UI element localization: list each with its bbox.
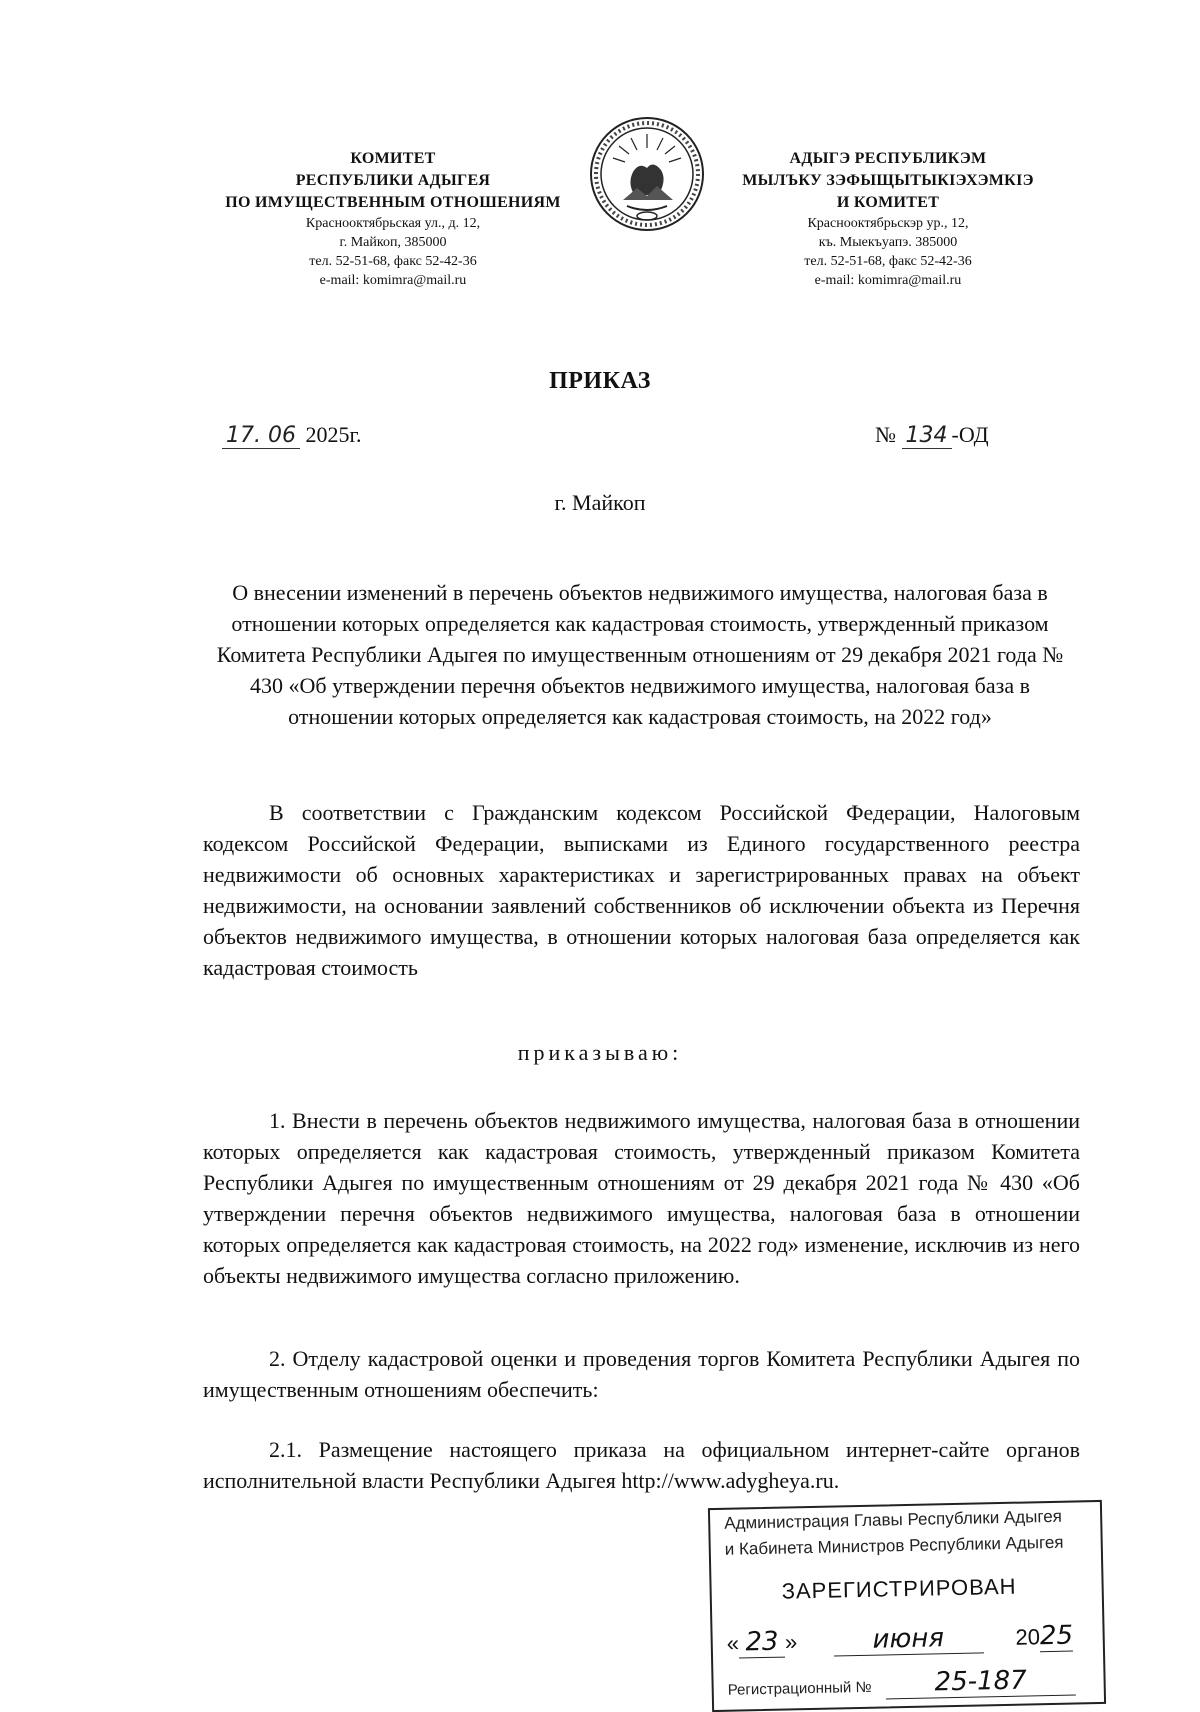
city: г. Майкоп [554, 490, 646, 515]
stamp-day: 23 [739, 1627, 786, 1659]
preamble-paragraph: В соответствии с Гражданским кодексом Российской Федерации, Налоговым кодексом Российской Федерации, выписками из Единого государственного реестра недвижимости об основных характеристиках и зарегистрированных правах на объект недвижимости, на основании заявлений собственников об исключении объекта из Перечня объектов недвижимого имущества, в отношении которых налоговая база определяется как кадастровая стоимость [203, 800, 1080, 980]
stamp-reg-label: Регистрационный № [727, 1678, 872, 1699]
number-suffix: -ОД [951, 422, 989, 447]
org-name-adyghe-line-1: АДЫГЭ РЕСПУБЛИКЭМ [789, 150, 987, 167]
org-name-line-3: ПО ИМУЩЕСТВЕННЫМ ОТНОШЕНИЯМ [225, 194, 561, 211]
stamp-status: ЗАРЕГИСТРИРОВАН [781, 1573, 1017, 1604]
email: e-mail: komimra@mail.ru [319, 273, 467, 288]
stamp-date-line [726, 1620, 1097, 1659]
stamp-quote-open: « [726, 1630, 740, 1656]
stamp-authority-line-1: Администрация Главы Республики Адыгея [724, 1506, 1063, 1533]
address-adyghe-line-1: Краснооктябрьскэр ур., 12, [807, 216, 969, 231]
org-name-line-1: КОМИТЕТ [350, 150, 436, 167]
org-name-adyghe-line-2: МЫЛЪКУ ЗЭФЫЩЫТЫКIЭХЭМКIЭ [742, 172, 1034, 189]
order-date [222, 422, 362, 448]
stamp-year-handwritten: 25 [1039, 1620, 1074, 1652]
order-subject: О внесении изменений в перечень объектов недвижимого имущества, налоговая база в отношении которых определяется как кадастровая стоимость, утвержденный приказом Комитета Республики Адыгея по имущественным отношениям от 29 декабря 2021 года № 430 «Об утверждении перечня объектов недвижимого имущества, налоговая база в отношении которых определяется как кадастровая стоимость, на 2022 год» [216, 580, 1064, 729]
stamp-month: июня [833, 1622, 984, 1656]
phone-fax-adyghe: тел. 52-51-68, факс 52-42-36 [804, 254, 972, 269]
order-year: 2025г. [305, 422, 362, 447]
number-sign: № [875, 422, 896, 447]
stamp-authority-line-2: и Кабинета Министров Республики Адыгея [724, 1532, 1064, 1559]
item-2: 2. Отделу кадастровой оценки и проведения торгов Комитета Республики Адыгея по имущественным отношениям обеспечить: [203, 1346, 1080, 1402]
document-title: ПРИКАЗ [549, 368, 651, 394]
phone-fax: тел. 52-51-68, факс 52-42-36 [309, 254, 477, 269]
stamp-quote-close: » [784, 1629, 798, 1655]
handwritten-date: 17. 06 [222, 423, 300, 449]
org-name-adyghe-line-3: И КОМИТЕТ [836, 194, 940, 211]
adygea-coat-of-arms-icon [587, 114, 707, 234]
stamp-registration-line [727, 1664, 1098, 1703]
order-word: приказываю: [517, 1040, 683, 1065]
item-2-1: 2.1. Размещение настоящего приказа на официальном интернет-сайте органов исполнительной власти Республики Адыгея http://www.adygheya.ru. [203, 1437, 1080, 1493]
address-line-2: г. Майкоп, 385000 [339, 235, 447, 250]
stamp-year-prefix: 20 [1015, 1624, 1041, 1650]
org-name-line-2: РЕСПУБЛИКИ АДЫГЕЯ [295, 172, 491, 189]
registration-stamp [708, 1500, 1106, 1712]
header-right [718, 148, 1058, 290]
stamp-reg-number: 25-187 [885, 1664, 1076, 1699]
address-line-1: Краснооктябрьская ул., д. 12, [305, 216, 481, 231]
item-1: 1. Внести в перечень объектов недвижимого имущества, налоговая база в отношении которых определяется как кадастровая стоимость, утвержденный приказом Комитета Республики Адыгея по имущественным отношениям от 29 декабря 2021 года № 430 «Об утверждении перечня объектов недвижимого имущества, налоговая база в отношении которых определяется как кадастровая стоимость, на 2022 год» изменение, исключив из него объекты недвижимого имущества согласно приложению. [203, 1108, 1080, 1288]
handwritten-number: 134 [902, 423, 952, 449]
order-number [875, 422, 989, 448]
email-adyghe: e-mail: komimra@mail.ru [814, 273, 962, 288]
address-adyghe-line-2: къ. Мыекъуапэ. 385000 [818, 235, 958, 250]
header-left [208, 148, 578, 290]
